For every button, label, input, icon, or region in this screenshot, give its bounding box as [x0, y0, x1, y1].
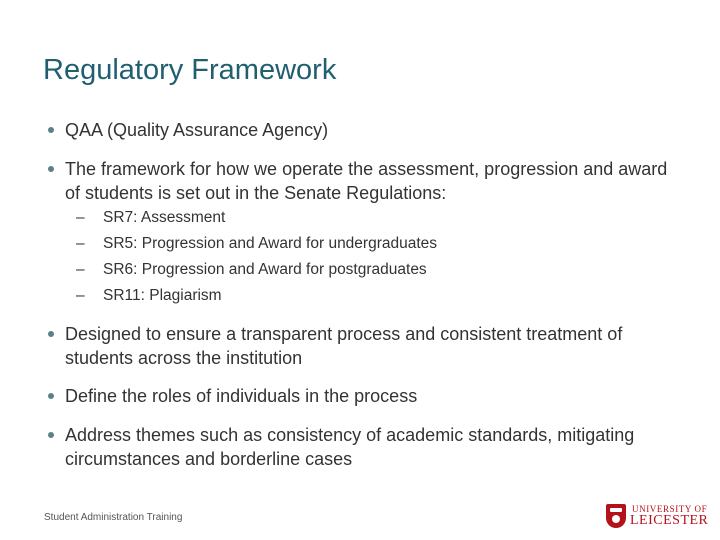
sub-bullet-text: SR5: Progression and Award for undergraduates	[103, 235, 438, 252]
dash-icon: –	[76, 261, 85, 278]
sub-bullet-text: SR11: Plagiarism	[103, 287, 222, 304]
sub-bullet-item	[76, 286, 222, 306]
logo-line-1: UNIVERSITY OF	[632, 504, 708, 514]
bullet-icon	[48, 166, 54, 172]
dash-icon: –	[76, 235, 85, 252]
sub-bullet-item	[76, 260, 427, 280]
sub-bullet-item	[76, 208, 226, 228]
logo-line-2: LEICESTER	[630, 513, 709, 528]
sub-bullet-text: SR6: Progression and Award for postgraduates	[103, 261, 427, 278]
bullet-icon	[48, 331, 54, 337]
crest-icon	[606, 504, 626, 528]
footer-text: Student Administration Training	[44, 512, 183, 523]
bullet-text: QAA (Quality Assurance Agency)	[65, 120, 329, 140]
bullet-text: Designed to ensure a transparent process and consistent treatment of students across the institution	[65, 324, 623, 368]
bullet-text: The framework for how we operate the assessment, progression and award of students is set out in the Senate Regulations:	[65, 159, 668, 203]
university-logo	[606, 503, 710, 531]
sub-bullet-item	[76, 234, 438, 254]
dash-icon: –	[76, 209, 85, 226]
bullet-icon	[48, 432, 54, 438]
bullet-icon	[48, 127, 54, 133]
bullet-text: Address themes such as consistency of academic standards, mitigating circumstances and borderline cases	[65, 425, 635, 469]
bullet-icon	[48, 393, 54, 399]
slide-title: Regulatory Framework	[43, 54, 337, 86]
sub-bullet-text: SR7: Assessment	[103, 209, 226, 226]
dash-icon: –	[76, 287, 85, 304]
bullet-text: Define the roles of individuals in the process	[65, 386, 418, 406]
